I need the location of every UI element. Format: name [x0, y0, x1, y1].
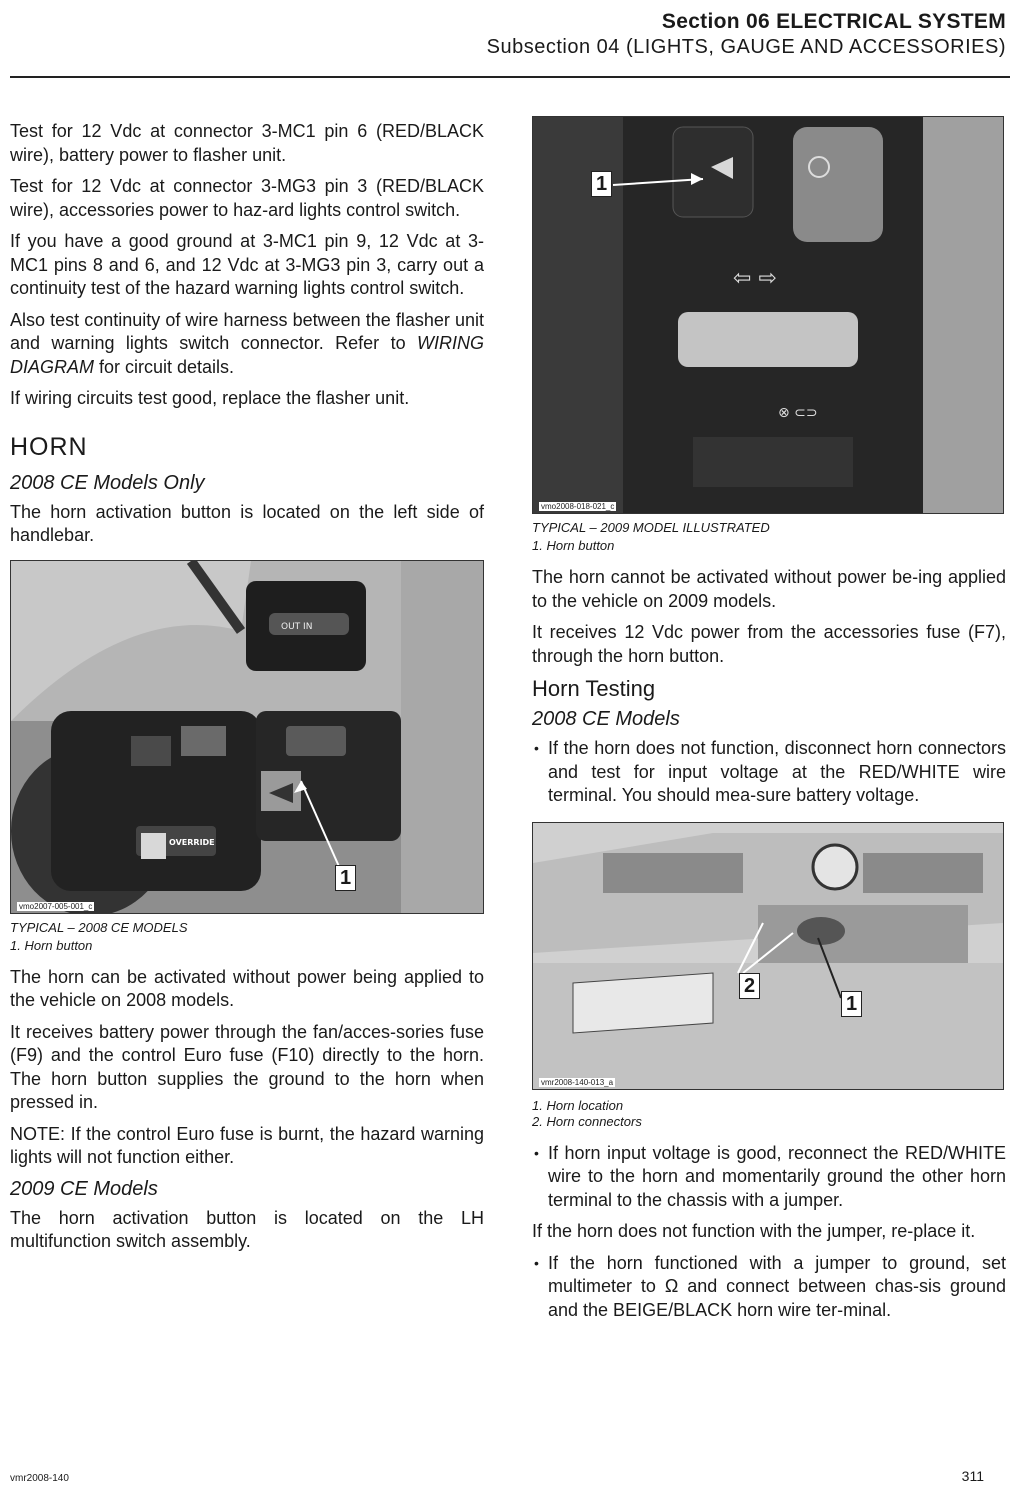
figure-caption: TYPICAL – 2009 MODEL ILLUSTRATED	[532, 520, 770, 535]
figure-legend	[10, 938, 484, 954]
legend-item: 1. Horn button	[10, 937, 93, 953]
cross-reference: WIRING DIAGRAM	[10, 333, 484, 377]
subheading-2008: 2008 CE Models	[532, 708, 680, 730]
paragraph: The horn activation button is located on the LH multifunction switch assembly.	[10, 1207, 484, 1251]
bullet-item: • If horn input voltage is good, reconnect the RED/WHITE wire to the horn and momentarily ground the other horn terminal to the chassis with a jumper.	[532, 1142, 1006, 1213]
figure-legend	[532, 538, 1006, 554]
callout-2: 2	[739, 973, 760, 999]
subheading-2008: 2008 CE Models Only	[10, 471, 205, 494]
paragraph: The horn can be activated without power being applied to the vehicle on 2008 models.	[10, 966, 484, 1010]
paragraph: It receives 12 Vdc power from the accessories fuse (F7), through the horn button.	[532, 622, 1006, 666]
paragraph: Test for 12 Vdc at connector 3-MG3 pin 3 (RED/BLACK wire), accessories power to haz-ard lights control switch.	[10, 176, 484, 220]
legend-item: 1. Horn button	[532, 538, 615, 553]
figure-horn-location	[532, 822, 1004, 1090]
paragraph: If you have a good ground at 3-MC1 pin 9, 12 Vdc at 3-MC1 pins 8 and 6, and 12 Vdc at 3-MG3 pin 3, carry out a continuity test of the hazard warning lights control switch.	[10, 231, 484, 298]
bullet-item: • If the horn does not function, disconnect horn connectors and test for input voltage at the RED/WHITE wire terminal. You should mea-sure battery voltage.	[532, 737, 1006, 808]
legend-item: 1. Horn location	[532, 1097, 624, 1113]
bullet-item: • If the horn functioned with a jumper to ground, set multimeter to Ω and connect between chas-sis ground and the BEIGE/BLACK horn wire ter-minal.	[532, 1252, 1006, 1323]
callout-1: 1	[591, 171, 612, 197]
override-label: OVERRIDE	[169, 837, 215, 847]
right-column	[532, 116, 1006, 1330]
paragraph: Also test continuity of wire harness between the flasher unit and warning lights switch connector. Refer to WIRING DIAGRAM for circuit details.	[10, 309, 484, 377]
subsection-title: Subsection 04 (LIGHTS, GAUGE AND ACCESSORIES)	[486, 36, 1006, 58]
page-header	[487, 10, 1006, 59]
paragraph: The horn activation button is located on the left side of handlebar.	[10, 501, 484, 545]
figure-2009-horn-button	[532, 116, 1004, 514]
heading-horn: HORN	[10, 432, 88, 461]
switch-symbols: ⊗ ⊂⊃	[778, 405, 818, 421]
paragraph: If the horn does not function with the jumper, re-place it.	[532, 1221, 976, 1241]
turn-signal-arrows: ⇦ ⇨	[733, 266, 777, 291]
left-column	[10, 120, 484, 1262]
figure-code: vmr2008-140-013_a	[541, 1077, 614, 1087]
paragraph: It receives battery power through the fan/acces-sories fuse (F9) and the control Euro fuse (F10) directly to the horn. The horn button supplies the ground to the horn when pressed in.	[10, 1021, 484, 1112]
figure-2008-horn-button	[10, 560, 484, 914]
heading-horn-testing: Horn Testing	[532, 676, 656, 701]
subheading-2009: 2009 CE Models	[10, 1177, 158, 1200]
handlebar-photo	[11, 561, 483, 913]
callout-1: 1	[841, 991, 862, 1017]
paragraph: If wiring circuits test good, replace the flasher unit.	[10, 388, 410, 408]
page-number: 311	[961, 1468, 984, 1484]
figure-code: vmo2008-018-021_c	[541, 502, 615, 511]
out-in-label: OUT IN	[281, 621, 313, 632]
figure-legend	[532, 1098, 1006, 1130]
note: NOTE: If the control Euro fuse is burnt, the hazard warning lights will not function either.	[10, 1123, 484, 1167]
footer-code: vmr2008-140	[10, 1473, 69, 1484]
figure-caption: TYPICAL – 2008 CE MODELS	[10, 919, 188, 935]
paragraph: The horn cannot be activated without power be-ing applied to the vehicle on 2009 models.	[532, 567, 1006, 611]
front-grille-photo	[533, 823, 1003, 1089]
section-title: Section 06 ELECTRICAL SYSTEM	[661, 10, 1006, 33]
paragraph: Test for 12 Vdc at connector 3-MC1 pin 6 (RED/BLACK wire), battery power to flasher unit.	[10, 121, 484, 165]
figure-code: vmo2007-005-001_c	[19, 901, 93, 911]
legend-item: 2. Horn connectors	[532, 1113, 642, 1129]
note-label: NOTE:	[10, 1123, 66, 1144]
callout-1: 1	[335, 865, 356, 891]
header-rule	[10, 76, 1010, 78]
